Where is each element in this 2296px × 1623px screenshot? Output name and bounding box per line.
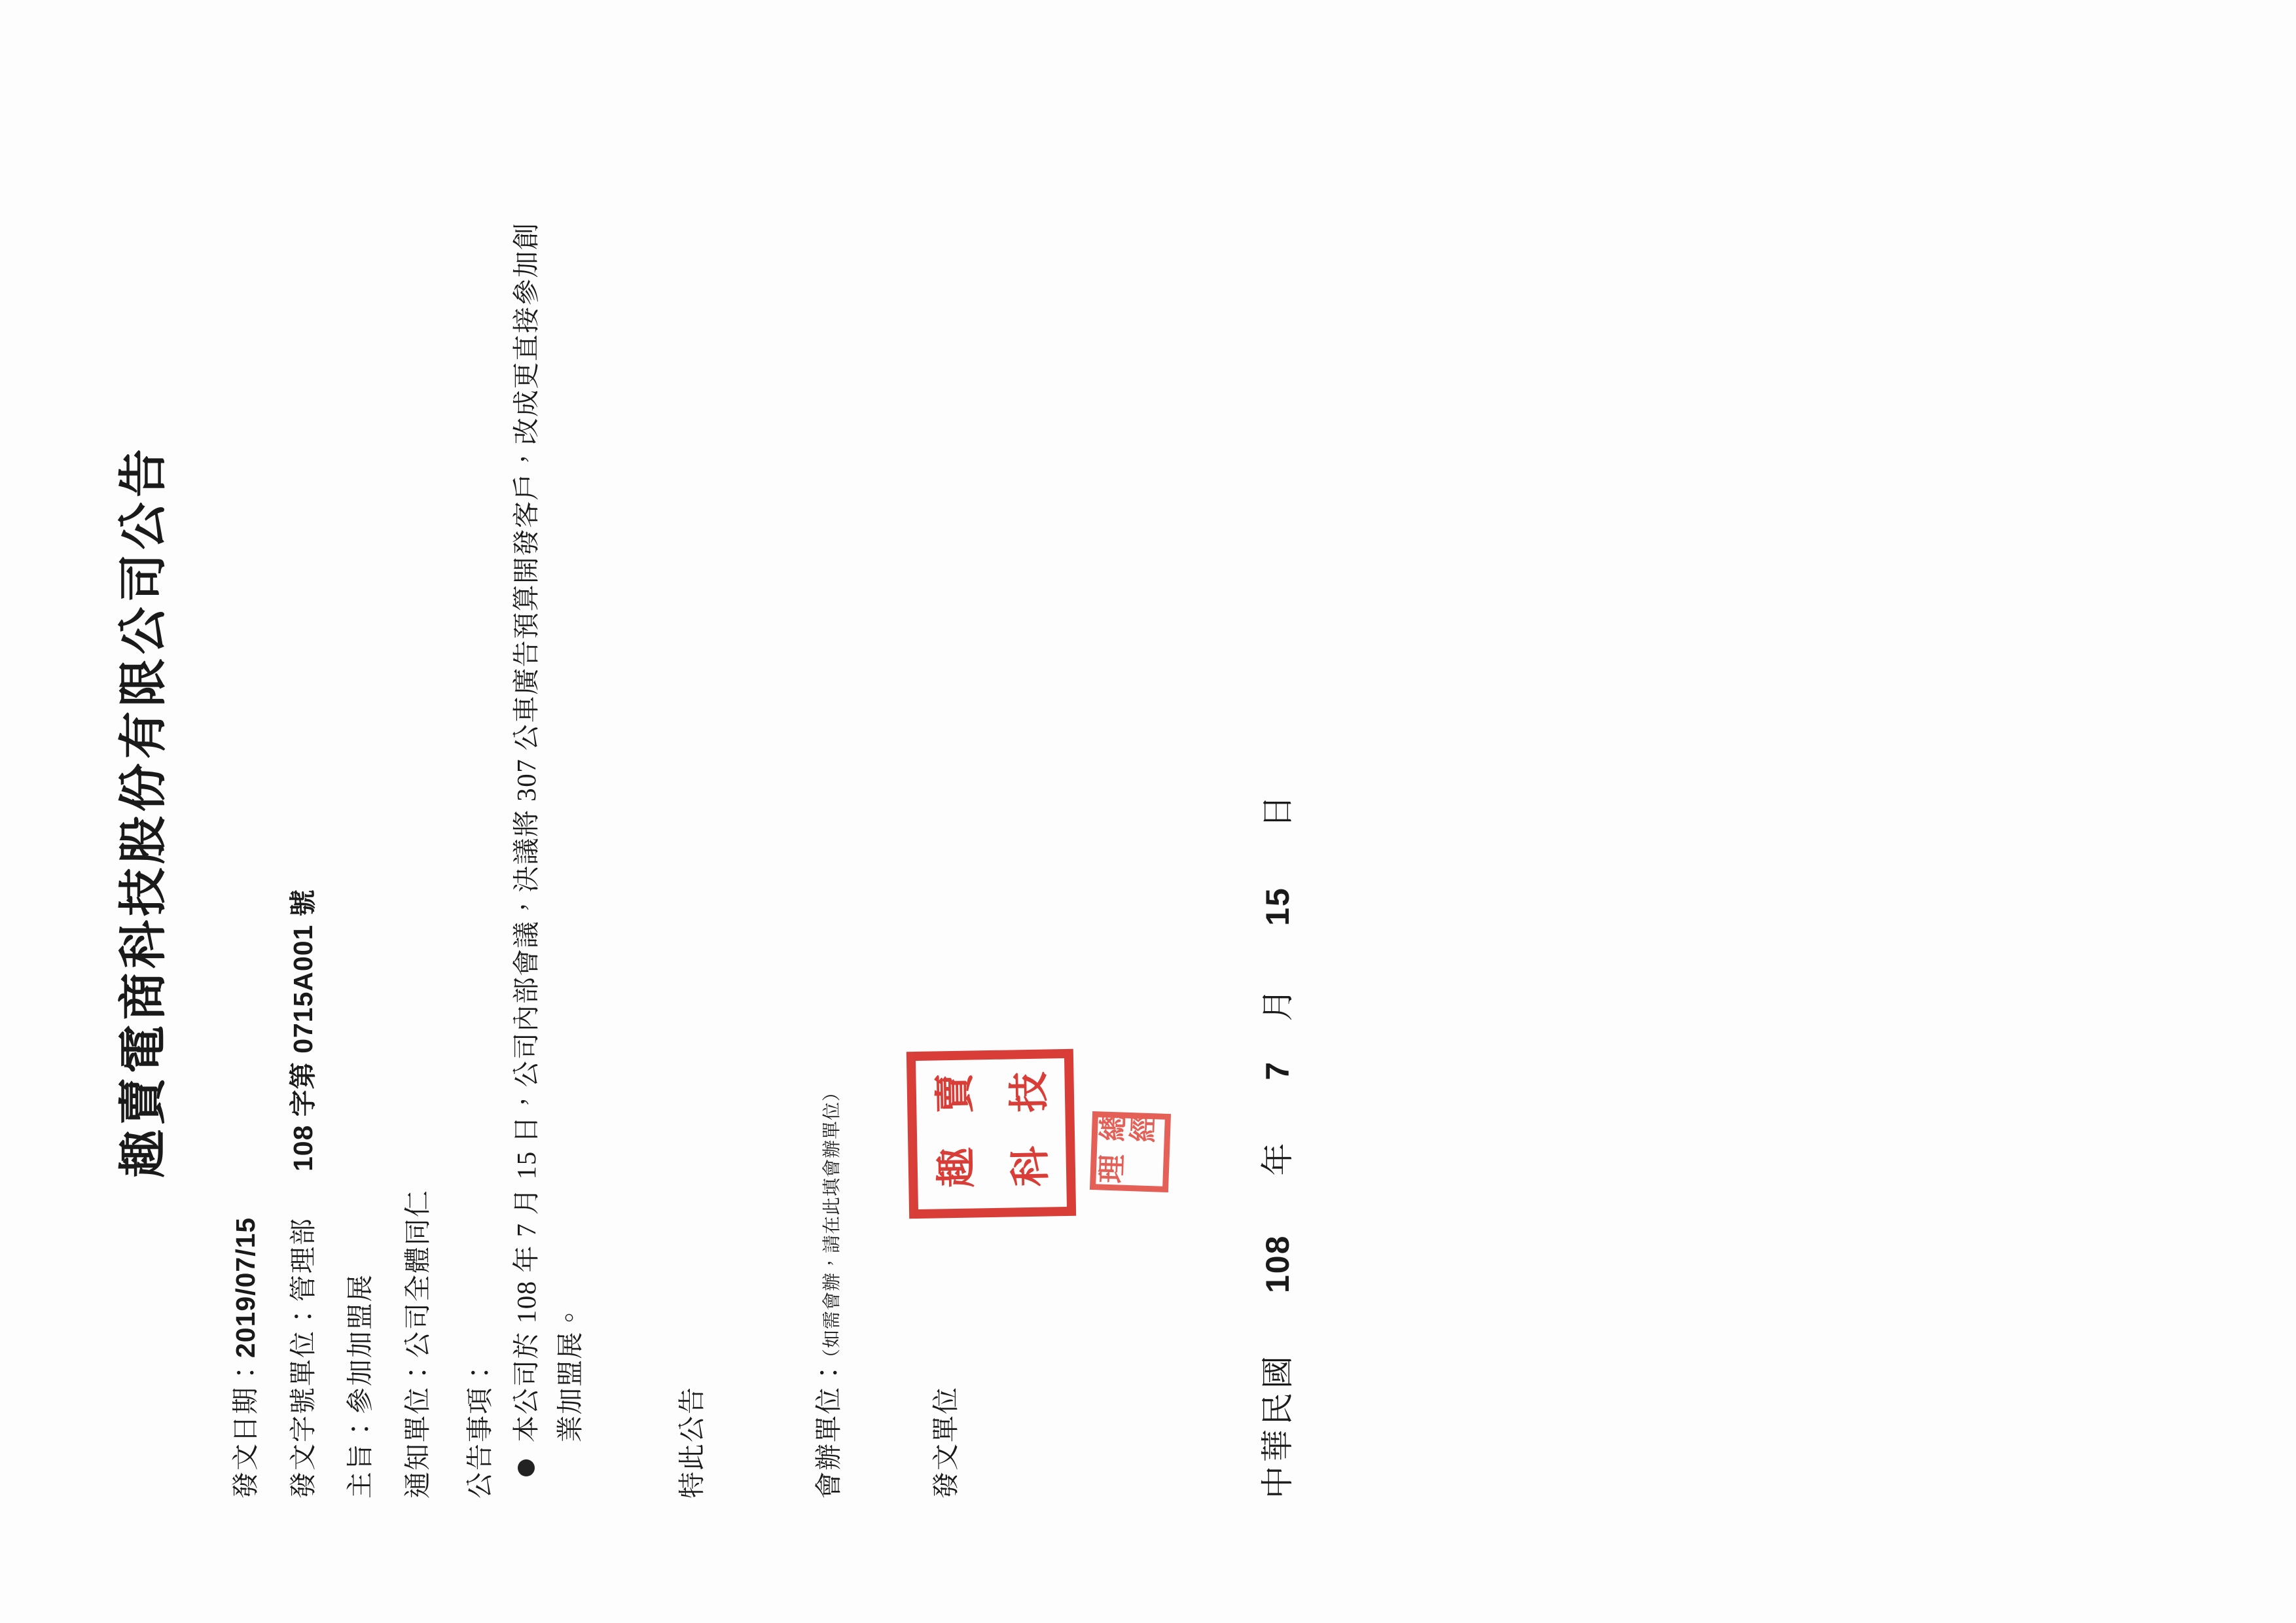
announcement-section-label: 公告事項： (465, 1358, 495, 1499)
date-day-unit: 日 (1259, 791, 1296, 829)
meta-subject-value: 參加加盟展 (345, 1274, 376, 1414)
seal-char-2: 賣 (933, 1075, 975, 1120)
seal-char-3: 科 (1008, 1148, 1050, 1194)
issuer-block (924, 124, 1206, 1499)
bullet-dot-icon (518, 1459, 535, 1476)
meta-notify-unit-value: 公司全體同仁 (402, 1189, 433, 1358)
meta-doc-number-unit: 管理部 (287, 1217, 318, 1302)
announcement-item-text: 本公司於 108 年 7 月 15 日，公司內部會議，決議將 307 公車廣告預算開發客戶，改成更直接參加創業加盟展。 (511, 222, 585, 1442)
meta-notify-unit-label: 通知單位： (402, 1358, 433, 1499)
manager-seal-stamp: 總經理 (1090, 1111, 1171, 1192)
meta-doc-number (283, 124, 325, 1499)
seal-char-4: 技 (1007, 1073, 1049, 1119)
date-month-unit: 月 (1259, 984, 1296, 1022)
seal-char-1: 趣 (934, 1149, 976, 1195)
meta-issue-date-value: 2019/07/15 (230, 1217, 260, 1358)
organizer-note: （如需會辦，請在此填會辦單位） (822, 1082, 842, 1358)
list-item (505, 124, 592, 1499)
date-era: 中華民國 (1259, 1352, 1296, 1499)
date-year: 108 (1259, 1234, 1296, 1293)
meta-doc-number-value: 108 字第 0715A001 號 (287, 889, 318, 1171)
document-date-line (1251, 124, 1299, 1499)
page-title: 趣賣電商科技股份有限公司公告 (117, 445, 171, 1178)
date-year-unit: 年 (1259, 1139, 1296, 1176)
organizer-line (807, 124, 846, 1499)
organizer-label: 會辦單位： (814, 1358, 844, 1499)
meta-subject (340, 124, 382, 1499)
meta-subject-label: 主旨： (345, 1414, 376, 1499)
date-day: 15 (1259, 887, 1296, 926)
meta-issue-date (225, 124, 267, 1499)
issuer-label: 發文單位 (931, 1386, 961, 1499)
date-month: 7 (1259, 1060, 1296, 1080)
meta-issue-date-label: 發文日期： (230, 1358, 260, 1499)
meta-doc-number-label: 發文字號單位： (287, 1302, 318, 1499)
closing-text: 特此公告 (677, 1386, 707, 1499)
company-seal-stamp (906, 1049, 1076, 1219)
meta-notify-unit (397, 124, 439, 1499)
